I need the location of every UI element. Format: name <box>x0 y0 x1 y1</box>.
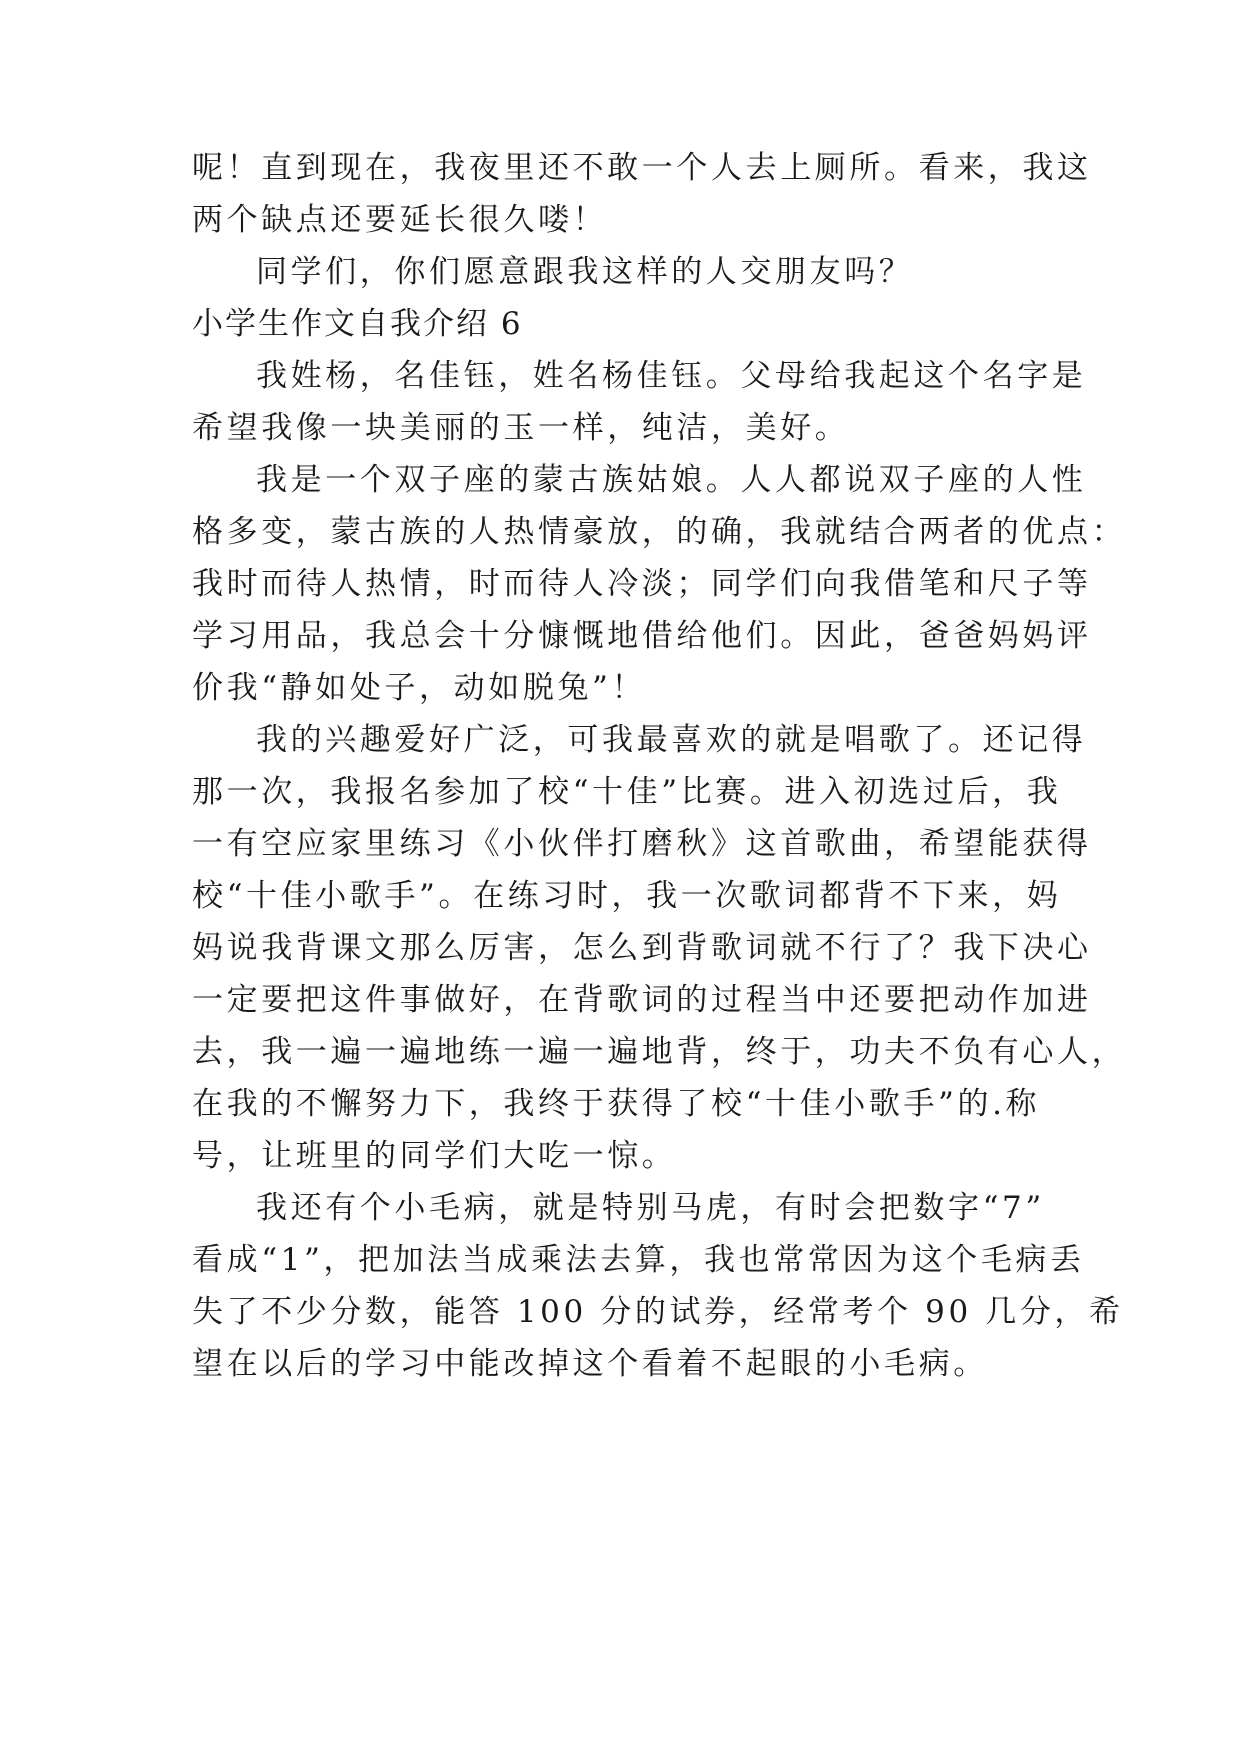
text-line: 校“十佳小歌手”。在练习时，我一次歌词都背不下来，妈 <box>192 878 1062 914</box>
text-line: 在我的不懈努力下，我终于获得了校“十佳小歌手”的.称 <box>192 1086 1041 1122</box>
text-line: 两个缺点还要延长很久喽！ <box>192 202 608 238</box>
text-line: 呢！直到现在，我夜里还不敢一个人去上厕所。看来，我这 <box>192 150 1092 186</box>
paragraph-start-line: 我姓杨，名佳钰，姓名杨佳钰。父母给我起这个名字是 <box>256 358 1087 394</box>
paragraph-start-line: 我是一个双子座的蒙古族姑娘。人人都说双子座的人性 <box>256 462 1087 498</box>
section-title: 小学生作文自我介绍 6 <box>192 306 523 342</box>
text-line: 学习用品，我总会十分慷慨地借给他们。因此，爸爸妈妈评 <box>192 618 1092 654</box>
text-line: 失了不少分数，能答 100 分的试券，经常考个 90 几分，希 <box>192 1294 1124 1330</box>
text-line: 一有空应家里练习《小伙伴打磨秋》这首歌曲，希望能获得 <box>192 826 1092 862</box>
text-line: 格多变，蒙古族的人热情豪放，的确，我就结合两者的优点： <box>192 514 1127 550</box>
text-line: 我时而待人热情，时而待人冷淡；同学们向我借笔和尺子等 <box>192 566 1092 602</box>
text-line: 望在以后的学习中能改掉这个看着不起眼的小毛病。 <box>192 1346 988 1382</box>
text-line: 一定要把这件事做好，在背歌词的过程当中还要把动作加进 <box>192 982 1092 1018</box>
text-line: 那一次，我报名参加了校“十佳”比赛。进入初选过后，我 <box>192 774 1062 810</box>
text-line: 妈说我背课文那么厉害，怎么到背歌词就不行了？我下决心 <box>192 930 1092 966</box>
paragraph-start-line: 同学们，你们愿意跟我这样的人交朋友吗？ <box>256 254 914 290</box>
text-line: 价我“静如处子，动如脱兔”！ <box>192 670 647 706</box>
paragraph-start-line: 我的兴趣爱好广泛，可我最喜欢的就是唱歌了。还记得 <box>256 722 1087 758</box>
text-line: 希望我像一块美丽的玉一样，纯洁，美好。 <box>192 410 850 446</box>
text-line: 看成“1”，把加法当成乘法去算，我也常常因为这个毛病丢 <box>192 1242 1085 1278</box>
text-line: 去，我一遍一遍地练一遍一遍地背，终于，功夫不负有心人， <box>192 1034 1127 1070</box>
text-line: 号，让班里的同学们大吃一惊。 <box>192 1138 677 1174</box>
paragraph-start-line: 我还有个小毛病，就是特别马虎，有时会把数字“7” <box>256 1190 1045 1226</box>
